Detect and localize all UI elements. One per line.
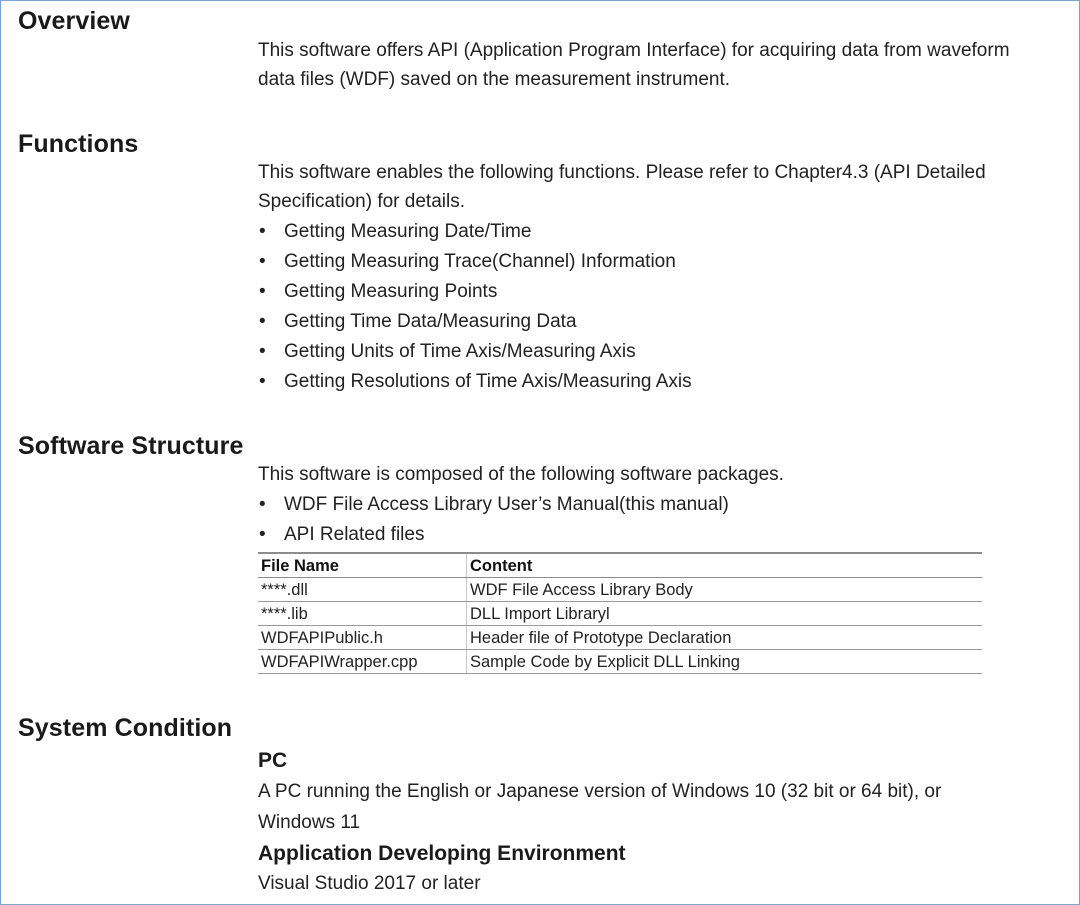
bullet-icon: • xyxy=(259,251,266,272)
bullet-icon: • xyxy=(259,221,266,242)
system-condition-heading: System Condition xyxy=(18,714,233,742)
list-item xyxy=(258,217,1073,247)
column-header-file-name: File Name xyxy=(258,553,467,578)
functions-intro-line: This software enables the following functions. Please refer to Chapter4.3 (API Detailed xyxy=(258,162,986,183)
list-item xyxy=(258,247,1073,277)
file-name-cell: WDFAPIWrapper.cpp xyxy=(258,650,467,674)
table-header-row xyxy=(258,553,982,578)
bullet-icon: • xyxy=(259,494,266,515)
list-item xyxy=(258,367,1073,397)
file-name-cell: WDFAPIPublic.h xyxy=(258,626,467,650)
pc-subheading: PC xyxy=(258,749,288,772)
table-row xyxy=(258,626,982,650)
file-name-cell: ****.dll xyxy=(258,578,467,602)
structure-list xyxy=(258,490,1073,550)
bullet-icon: • xyxy=(259,371,266,392)
bullet-icon: • xyxy=(259,311,266,332)
software-structure-body xyxy=(258,460,1073,674)
list-item xyxy=(258,490,1073,520)
table-row xyxy=(258,602,982,626)
file-table xyxy=(258,552,982,674)
list-item-text: API Related files xyxy=(284,524,425,545)
content-cell: WDF File Access Library Body xyxy=(467,578,983,602)
list-item-text: WDF File Access Library User’s Manual(this manual) xyxy=(284,494,729,515)
environment-subheading: Application Developing Environment xyxy=(258,842,626,865)
table-row xyxy=(258,650,982,674)
content-cell: Header file of Prototype Declaration xyxy=(467,626,983,650)
software-structure-heading: Software Structure xyxy=(18,432,244,460)
environment-text: Visual Studio 2017 or later xyxy=(258,873,481,894)
functions-heading: Functions xyxy=(18,130,139,158)
bullet-icon: • xyxy=(259,341,266,362)
structure-intro: This software is composed of the following software packages. xyxy=(258,464,784,485)
content-cell: Sample Code by Explicit DLL Linking xyxy=(467,650,983,674)
list-item xyxy=(258,337,1073,367)
list-item xyxy=(258,277,1073,307)
column-header-content: Content xyxy=(467,553,983,578)
list-item-text: Getting Time Data/Measuring Data xyxy=(284,311,577,332)
bullet-icon: • xyxy=(259,281,266,302)
pc-text-line: Windows 11 xyxy=(258,812,361,833)
functions-list xyxy=(258,217,1073,397)
list-item-text: Getting Measuring Trace(Channel) Information xyxy=(284,251,676,272)
list-item xyxy=(258,520,1073,550)
file-name-cell: ****.lib xyxy=(258,602,467,626)
list-item-text: Getting Measuring Points xyxy=(284,281,498,302)
list-item-text: Getting Resolutions of Time Axis/Measuring Axis xyxy=(284,371,692,392)
table-row xyxy=(258,578,982,602)
overview-body xyxy=(258,36,1073,94)
overview-heading: Overview xyxy=(18,7,130,35)
system-condition-body xyxy=(258,746,1073,898)
content-cell: DLL Import Libraryl xyxy=(467,602,983,626)
overview-text-line: data files (WDF) saved on the measurement instrument. xyxy=(258,69,731,90)
pc-text-line: A PC running the English or Japanese version of Windows 10 (32 bit or 64 bit), or xyxy=(258,781,942,802)
overview-text-line: This software offers API (Application Program Interface) for acquiring data from waveform xyxy=(258,40,1010,61)
list-item-text: Getting Measuring Date/Time xyxy=(284,221,532,242)
bullet-icon: • xyxy=(259,524,266,545)
list-item-text: Getting Units of Time Axis/Measuring Axis xyxy=(284,341,636,362)
list-item xyxy=(258,307,1073,337)
functions-body xyxy=(258,158,1073,397)
functions-intro-line: Specification) for details. xyxy=(258,191,465,212)
